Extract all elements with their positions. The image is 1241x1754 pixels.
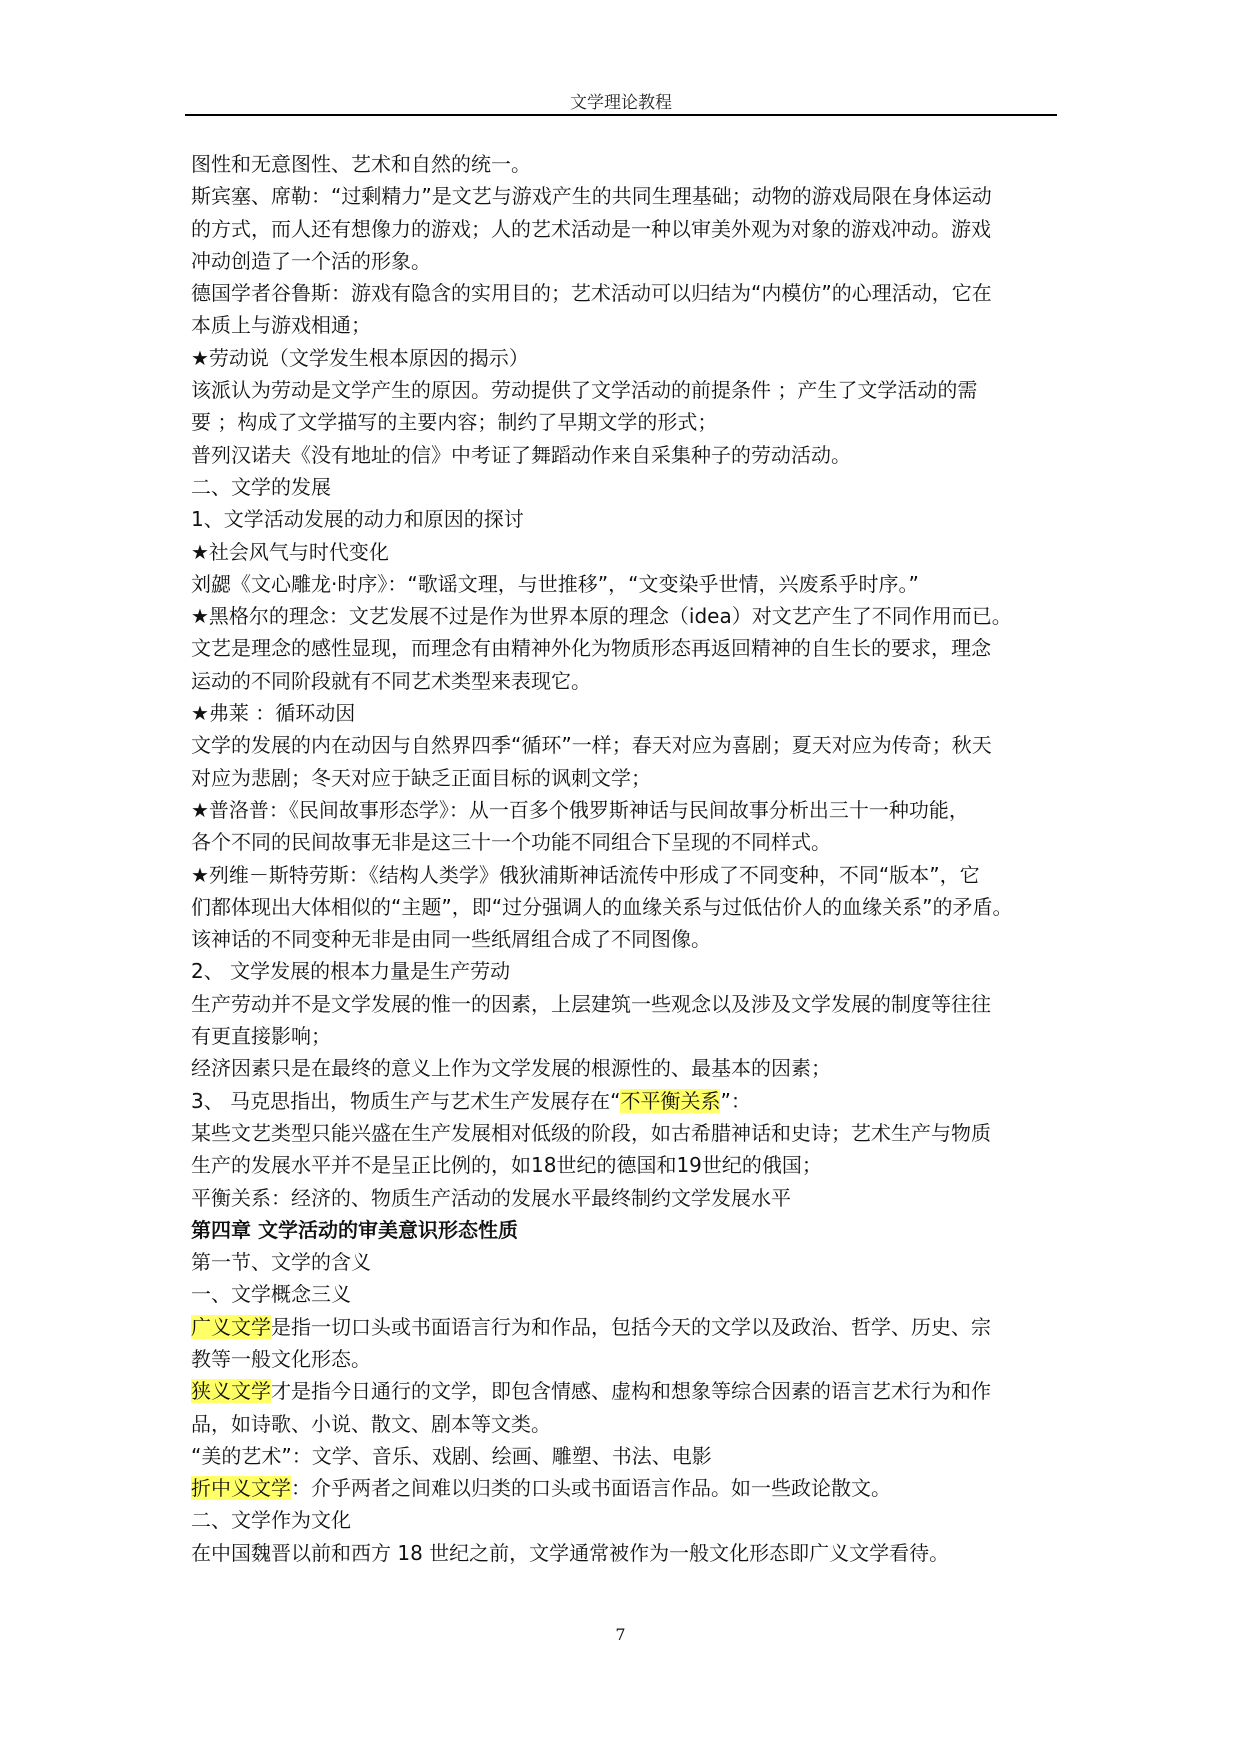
text-line: “美的艺术”：文学、音乐、戏剧、绘画、雕塑、书法、电影 [191,1443,712,1468]
text-line: 文艺是理念的感性显现，而理念有由精神外化为物质形态再返回精神的自生长的要求，理念 [191,636,991,661]
text-line: 图性和无意图性、艺术和自然的统一。 [191,152,531,176]
line-text: 是指一切口头或书面语言行为和作品，包括今天的文学以及政治、哲学、历史、宗 [271,1314,991,1339]
line-text: 3、 马克思指出，物质生产与艺术生产发展存在“ [191,1088,621,1113]
text-line: 的方式，而人还有想像力的游戏；人的艺术活动是一种以审美外观为对象的游戏冲动。游戏 [191,216,991,241]
text-line: 有更直接影响； [191,1024,331,1049]
running-header: 文学理论教程 [570,93,672,113]
text-line: 2、 文学发展的根本力量是生产劳动 [191,959,511,984]
line-text: 才是指今日通行的文学，即包含情感、虚构和想象等综合因素的语言艺术行为和作 [271,1379,991,1404]
text-line: ★黑格尔的理念：文艺发展不过是作为世界本原的理念（idea）对文艺产生了不同作用而已。 [191,604,1012,629]
text-line: 运动的不同阶段就有不同艺术类型来表现它。 [191,668,591,693]
text-line: 该神话的不同变种无非是由同一些纸屑组合成了不同图像。 [191,927,711,952]
text-line: 普列汉诺夫《没有地址的信》中考证了舞蹈动作来自采集种子的劳动活动。 [191,442,851,467]
text-line: 文学的发展的内在动因与自然界四季“循环”一样；春天对应为喜剧；夏天对应为传奇；秋天 [191,733,992,758]
highlighted-term: 不平衡关系 [620,1088,721,1113]
text-line: 德国学者谷鲁斯：游戏有隐含的实用目的；艺术活动可以归结为“内模仿”的心理活动，它在 [191,281,992,306]
text-line: 生产劳动并不是文学发展的惟一的因素，上层建筑一些观念以及涉及文学发展的制度等往往 [191,991,991,1016]
text-line: 经济因素只是在最终的意义上作为文学发展的根源性的、最基本的因素； [191,1056,831,1081]
text-line: 对应为悲剧；冬天对应于缺乏正面目标的讽刺文学； [191,765,651,790]
line-text: ”： [720,1088,751,1113]
highlighted-term: 折中义文学 [191,1476,291,1501]
text-line: 要 ；构成了文学描写的主要内容；制约了早期文学的形式； [191,410,718,435]
text-line: 二、文学的发展 [191,474,331,499]
text-line: 某些文艺类型只能兴盛在生产发展相对低级的阶段，如古希腊神话和史诗；艺术生产与物质 [191,1120,991,1145]
text-line: 在中国魏晋以前和西方 18 世纪之前，文学通常被作为一般文化形态即广义文学看待。 [191,1540,950,1565]
body-text [191,148,1059,1569]
text-line: 一、文学概念三义 [191,1282,351,1307]
text-line: ★列维－斯特劳斯：《结构人类学》俄狄浦斯神话流传中形成了不同变种，不同“版本”，它 [191,862,980,887]
text-line [191,1311,1059,1343]
text-line: ★普洛普：《民间故事形态学》：从一百多个俄罗斯神话与民间故事分析出三十一种功能， [191,797,969,822]
text-line: 生产的发展水平并不是呈正比例的，如18世纪的德国和19世纪的俄国； [191,1153,822,1178]
highlighted-term: 狭义文学 [191,1379,271,1404]
line-text: ：介乎两者之间难以归类的口头或书面语言作品。如一些政论散文。 [291,1476,891,1501]
text-line: 第一节、文学的含义 [191,1250,371,1275]
text-line: 该派认为劳动是文学产生的原因。劳动提供了文学活动的前提条件 ；产生了文学活动的需 [191,378,978,403]
text-line: 们都体现出大体相似的“主题”，即“过分强调人的血缘关系与过低估价人的血缘关系”的矛盾。 [191,894,1013,919]
text-line: ★劳动说（文学发生根本原因的揭示） [191,345,529,370]
text-line: 二、文学作为文化 [191,1508,351,1533]
text-line: 斯宾塞、席勒：“过剩精力”是文艺与游戏产生的共同生理基础；动物的游戏局限在身体运动 [191,184,992,209]
text-line: 各个不同的民间故事无非是这三十一个功能不同组合下呈现的不同样式。 [191,830,831,855]
text-line: 刘勰《文心雕龙·时序》：“歌谣文理，与世推移”，“文变染乎世情，兴废系乎时序。” [191,571,919,596]
page-number: 7 [615,1625,626,1644]
text-line [191,1472,1059,1504]
text-line: 1、文学活动发展的动力和原因的探讨 [191,507,524,532]
text-line: 品，如诗歌、小说、散文、剧本等文类。 [191,1411,551,1436]
text-line [191,1085,1059,1117]
text-line: ★社会风气与时代变化 [191,539,389,564]
text-line: 平衡关系：经济的、物质生产活动的发展水平最终制约文学发展水平 [191,1185,791,1210]
text-line: 教等一般文化形态。 [191,1346,371,1371]
text-line: 本质上与游戏相通； [191,313,371,338]
text-line: 冲动创造了一个活的形象。 [191,248,431,273]
header-rule [185,114,1057,116]
chapter-heading: 第四章 文学活动的审美意识形态性质 [191,1217,518,1242]
text-line [191,1375,1059,1407]
highlighted-term: 广义文学 [191,1314,271,1339]
text-line: ★弗莱 ：循环动因 [191,701,356,726]
